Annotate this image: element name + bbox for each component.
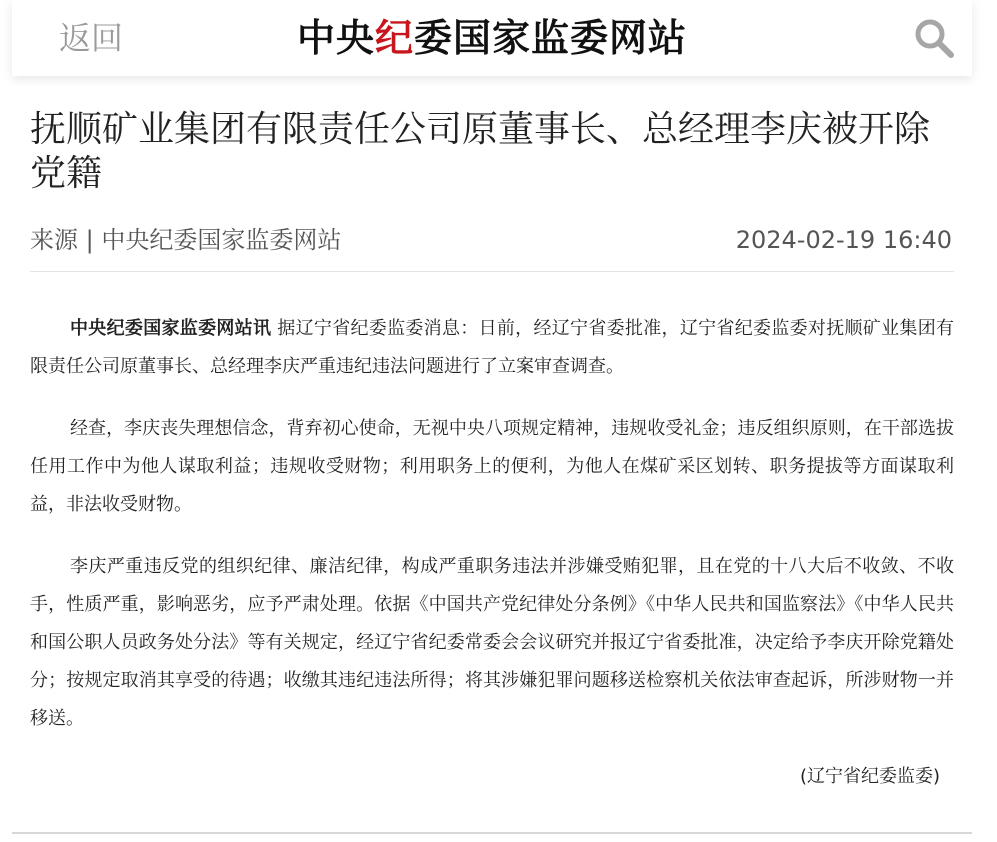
back-button[interactable]: 返回: [59, 19, 124, 57]
article: [30, 108, 954, 796]
meta-divider: [30, 271, 954, 272]
article-title: 抚顺矿业集团有限责任公司原董事长、总经理李庆被开除党籍: [30, 109, 931, 194]
article-paragraph: [30, 310, 954, 386]
source-note: (辽宁省纪委监委): [799, 766, 940, 787]
article-source: 来源 | 中央纪委国家监委网站: [30, 226, 342, 254]
paragraph-text: 经查，李庆丧失理想信念，背弃初心使命，无视中央八项规定精神，违规收受礼金；违反组织原则，在干部选拔任用工作中为他人谋取利益；违规收受财物；利用职务上的便利，为他人在煤矿采区划转、职务提拔等方面谋取利益，非法收受财物。: [30, 418, 954, 515]
article-paragraph: [30, 548, 954, 738]
paragraph-text: 据辽宁省纪委监委消息：日前，经辽宁省委批准，辽宁省纪委监委对抚顺矿业集团有限责任公司原董事长、总经理李庆严重违纪违法问题进行了立案审查调查。: [30, 318, 955, 377]
article-meta: [30, 220, 954, 260]
top-header: [12, 0, 972, 76]
search-button[interactable]: [912, 16, 956, 60]
site-title-highlight: 纪: [374, 15, 414, 60]
search-icon: [912, 16, 956, 60]
article-datetime: 2024-02-19 16:40: [735, 226, 952, 254]
paragraph-lead: 中央纪委国家监委网站讯: [70, 318, 272, 339]
site-title: [12, 15, 972, 61]
bottom-divider: [12, 832, 972, 834]
paragraph-text: 李庆严重违反党的组织纪律、廉洁纪律，构成严重职务违法并涉嫌受贿犯罪，且在党的十八大后不收敛、不收手，性质严重，影响恶劣，应予严肃处理。依据《中国共产党纪律处分条例》《中华人民共和国监察法》《中华人民共和国公职人员政务处分法》等有关规定，经辽宁省纪委常委会会议研究并报辽宁省委批准，决定给予李庆开除党籍处分；按规定取消其享受的待遇；收缴其违纪违法所得；将其涉嫌犯罪问题移送检察机关依法审查起诉，所涉财物一并移送。: [30, 556, 954, 729]
site-title-part2: 委国家监委网站: [414, 15, 688, 60]
article-content: [30, 310, 954, 796]
article-paragraph: [30, 410, 954, 524]
site-title-part1: 中央: [296, 15, 375, 60]
